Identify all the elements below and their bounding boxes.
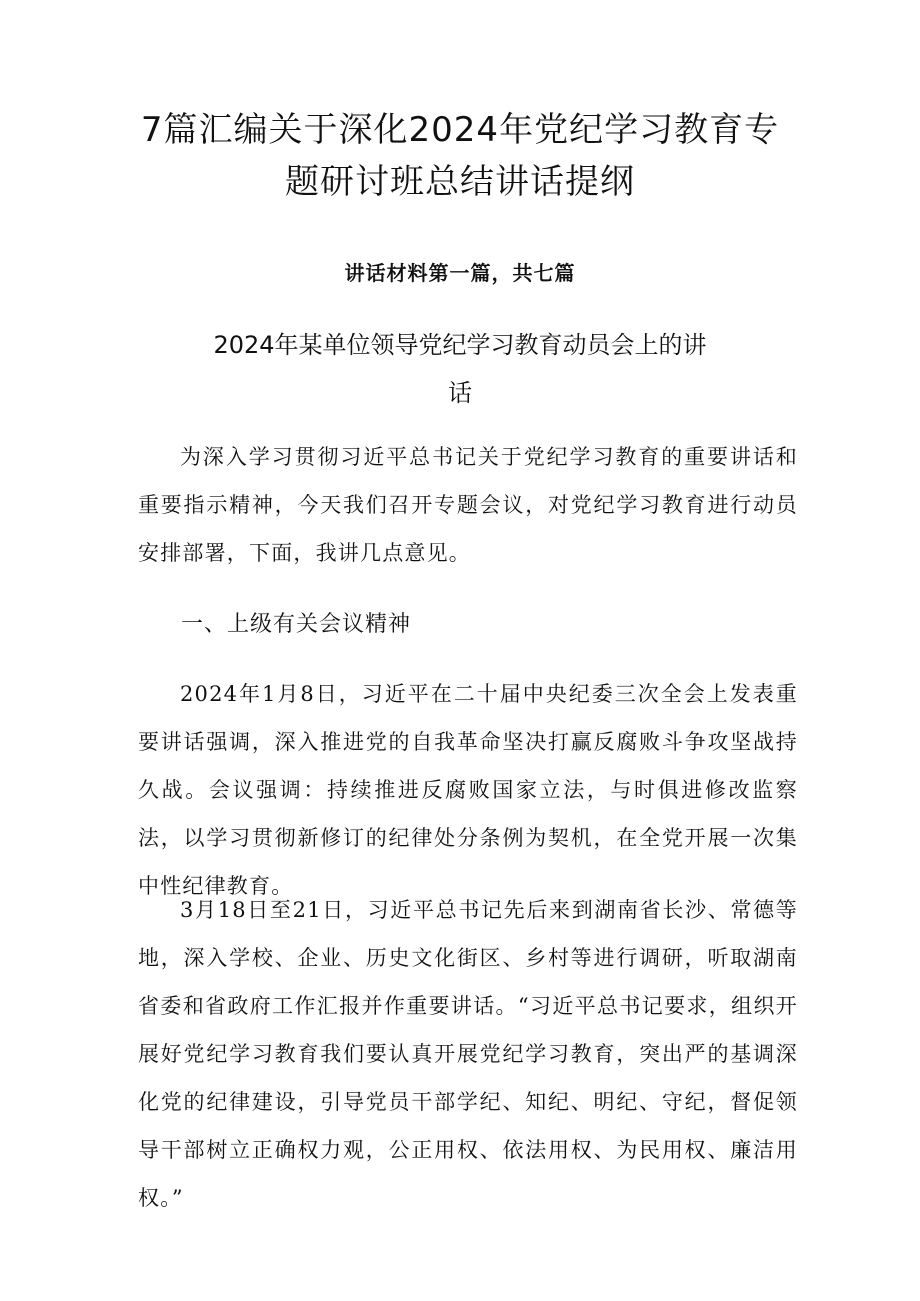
intro-paragraph: 为深入学习贯彻习近平总书记关于党纪学习教育的重要讲话和重要指示精神，今天我们召开专题会议，对党纪学习教育进行动员安排部署，下面，我讲几点意见。 (138, 445, 798, 565)
document-subtitle: 讲话材料第一篇，共七篇 (344, 261, 576, 285)
speech-title-line-2: 话 (448, 379, 472, 407)
speech-title-line-1: 2024年某单位领导党纪学习教育动员会上的讲 (213, 331, 707, 359)
section-heading: 一、上级有关会议精神 (181, 612, 412, 637)
document-title-line-2: 题研讨班总结讲话提纲 (285, 162, 635, 202)
document-title-line-1: 7篇汇编关于深化2024年党纪学习教育专 (140, 110, 780, 150)
hunan-visit-paragraph: 3月18日至21日，习近平总书记先后来到湖南省长沙、常德等地，深入学校、企业、历史文化街区、乡村等进行调研，听取湖南省委和省政府工作汇报并作重要讲话。“习近平总书记要求，组织开展好党纪学习教育我们要认真开展党纪学习教育，突出严的基调深化党的纪律建设，引导党员干部学纪、知纪、明纪、守纪，督促领导干部树立正确权力观，公正用权、依法用权、为民用权、廉洁用权。” (138, 898, 798, 1210)
meeting-paragraph: 2024年1月8日，习近平在二十届中央纪委三次全会上发表重要讲话强调，深入推进党的自我革命坚决打赢反腐败斗争攻坚战持久战。会议强调：持续推进反腐败国家立法，与时俱进修改监察法，以学习贯彻新修订的纪律处分条例为契机，在全党开展一次集中性纪律教育。 (138, 682, 798, 898)
